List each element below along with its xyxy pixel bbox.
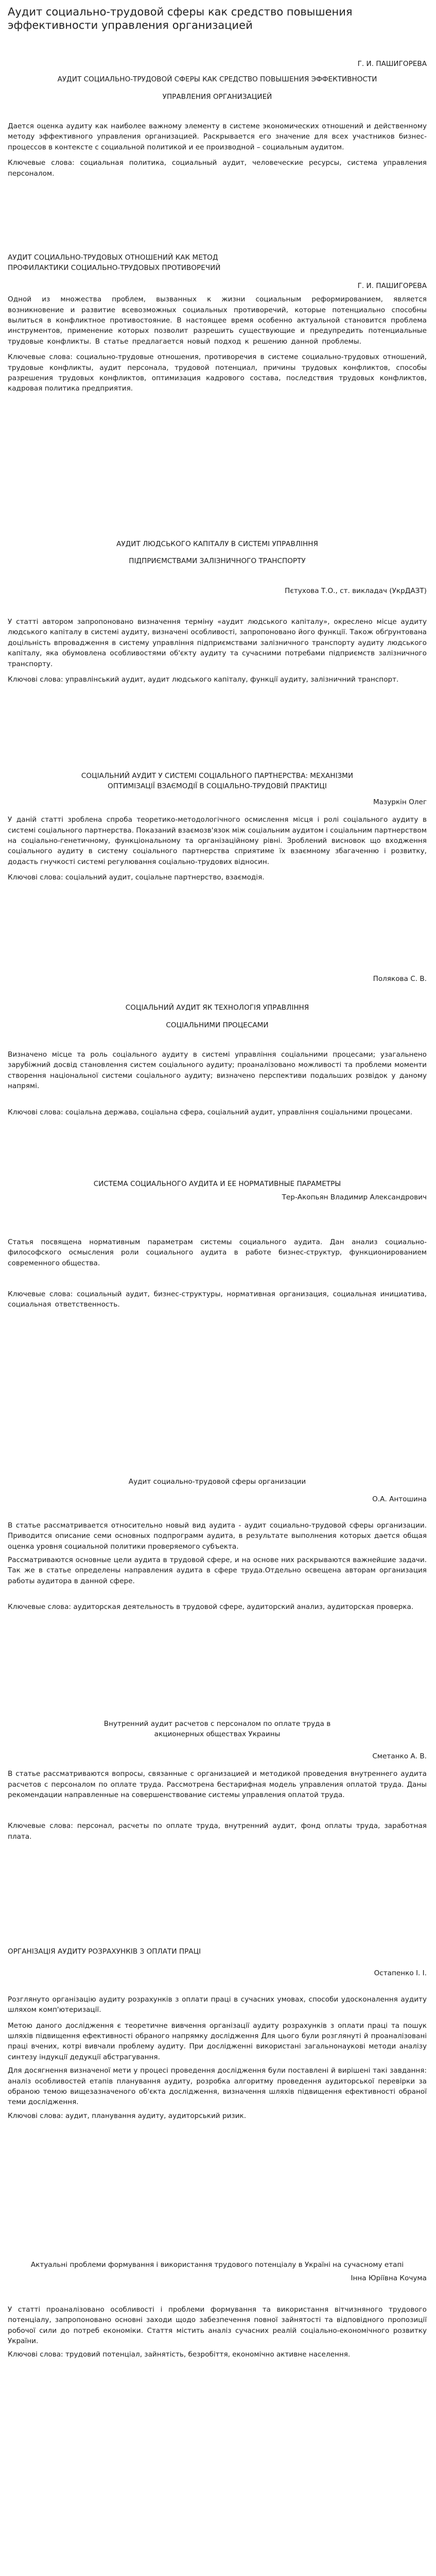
article-keywords: Ключові слова: управлінський аудит, аудит людського капіталу, функції аудиту, залізничний транспорт. bbox=[8, 675, 399, 684]
article-author: Сметанко А. В. bbox=[372, 1752, 427, 1760]
article-author: Тер-Акопьян Владимир Александрович bbox=[282, 1193, 427, 1202]
article-8 bbox=[8, 1719, 427, 1842]
article-author: Інна Юріївна Кочума bbox=[351, 2274, 427, 2283]
article-title: АУДИТ СОЦИАЛЬНО-ТРУДОВЫХ ОТНОШЕНИЙ КАК МЕТОД ПРОФИЛАКТИКИ СОЦИАЛЬНО-ТРУДОВЫХ ПРОТИВОРЕЧИЙ bbox=[8, 253, 221, 273]
article-abstract: В статье рассматривается относительно новый вид аудита - аудит социально-трудовой сферы организации. Приводится описание семи основных подпрограмм аудита, в результате выполнения которых дается общая оценка уровня социальной политики проверяемого субъекта. bbox=[8, 1521, 427, 1551]
article-abstract-continued: Рассматриваются основные цели аудита в трудовой сфере, и на основе них раскрываются важнейшие задачи. Так же в статье определены направления аудита в сфере труда.Отдельно освещена авторам организация работы аудитора в данной сфере. bbox=[8, 1555, 427, 1585]
article-author: Пєтухова Т.О., ст. викладач (УкрДАЗТ) bbox=[285, 586, 427, 595]
article-7 bbox=[8, 1477, 427, 1613]
article-keywords: Ключевые слова: социально-трудовые отношения, противоречия в системе социально-трудовых отношений, трудовые конфликты, аудит персонала, трудовой потенциал, причины трудовых конфликтов, способы разрешения трудовых конфликтов, оптимизация кадрового состава, последствия трудовых конфликтов, кадровая политика предприятия. bbox=[8, 353, 427, 393]
article-keywords: Ключові слова: соціальний аудит, соціальне партнерство, взаємодія. bbox=[8, 873, 265, 882]
article-paragraph: Розглянуто організацію аудиту розрахунків з оплати праці в сучасних умовах, способи удосконалення аудиту шляхом комп'ютеризації. bbox=[8, 1995, 427, 2014]
article-abstract: У статті автором запропоновано визначення терміну «аудит людського капіталу», окреслено місце аудиту людського капіталу в системі аудиту, визначені особливості, запропоновано його функції. Також обґрунтована доцільність впровадження в систему управління підприємствами залізничного транспорту аудиту людського капіталу, яка обумовлена особливостями об'єкту аудиту та сучасними потребами підприємств залізничного транспорту. bbox=[8, 617, 427, 668]
article-title: ОРГАНІЗАЦІЯ АУДИТУ РОЗРАХУНКІВ З ОПЛАТИ ПРАЦІ bbox=[8, 1947, 201, 1956]
article-keywords: Ключевые слова: социальный аудит, бизнес-структуры, нормативная организация, социальная инициатива, социальная ответственность. bbox=[8, 1290, 427, 1309]
article-abstract: Визначено місце та роль соціального аудиту в системі управління соціальними процесами; узагальнено зарубіжний досвід становлення систем соціального аудиту; проаналізовано можливості та проблеми моменти створення національної системи соціального аудиту; визначено перспективи подальших розвідок у даному напрямі. bbox=[8, 1050, 427, 1091]
article-author: О.А. Антошина bbox=[372, 1495, 427, 1504]
article-title: СОЦІАЛЬНИЙ АУДИТ У СИСТЕМІ СОЦІАЛЬНОГО ПАРТНЕРСТВА: МЕХАНІЗМИ ОПТИМІЗАЦІЇ ВЗАЄМОДІЇ В СОЦІАЛЬНО-ТРУДОВІЙ ПРАКТИЦІ bbox=[81, 772, 354, 791]
article-author: Полякова С. В. bbox=[373, 975, 427, 983]
article-1 bbox=[8, 59, 427, 179]
article-2 bbox=[8, 252, 427, 394]
article-keywords: Ключевые слова: аудиторская деятельность в трудовой сфере, аудиторский анализ, аудиторская проверка. bbox=[8, 1603, 414, 1612]
article-6 bbox=[8, 1179, 427, 1310]
article-title: Аудит социально-трудовой сферы организации bbox=[128, 1478, 306, 1486]
article-10 bbox=[8, 2260, 427, 2360]
page-title: Аудит социально-трудовой сферы как средство повышения эффективности управления организацией bbox=[8, 6, 353, 32]
article-title: АУДИТ ЛЮДСЬКОГО КАПІТАЛУ В СИСТЕМІ УПРАВЛІННЯ ПІДПРИЄМСТВАМИ ЗАЛІЗНИЧНОГО ТРАНСПОРТУ bbox=[116, 540, 318, 566]
article-abstract: Статья посвящена нормативным параметрам системы социального аудита. Дан анализ социально-философского осмысления роли социального аудита в работе бизнес-структур, функционированием современного общества. bbox=[8, 1238, 427, 1267]
article-abstract: Одной из множества проблем, вызванных к жизни социальным реформированием, является возникновение и развитие всевозможных социальных противоречий, которые потенциально способны вылиться в конфликтное противостояние. В настоящее время особенно актуальной становится проблема инструментов, применение которых позволит разрешить существующие и предупредить потенциальные трудовые конфликты. В статье предлагается новый подход к решению данной проблемы. bbox=[8, 295, 427, 346]
article-paragraph: Метою даного дослідження є теоретичне вивчення організації аудиту розрахунків з оплати праці та пошук шляхів підвищення ефективності обраного напрямку дослідження Для цього були розглянуті й проаналізовані праці вчених, котрі вивчали проблему аудиту. При дослідженні використані загальнонаукові методи аналізу синтезу індукції дедукції абстрагування. bbox=[8, 2021, 427, 2061]
article-abstract: У даній статті зроблена спроба теоретико-методологічного осмислення місця і ролі соціального аудиту в системі соціального партнерства. Показаний взаємозв'язок між соціальним аудитом і соціальним партнерством на соціально-генетичному, функціональному та організаційному рівні. Зроблений висновок що входження соціального аудиту в систему соціального партнерства сприятиме їх взаємному збагаченню і розвитку, додасть гнучкості системі регулювання соціально-трудових відносин. bbox=[8, 816, 427, 866]
article-title: СОЦІАЛЬНИЙ АУДИТ ЯК ТЕХНОЛОГІЯ УПРАВЛІННЯ СОЦІАЛЬНИМИ ПРОЦЕСАМИ bbox=[125, 1004, 309, 1029]
article-abstract: В статье рассматриваются вопросы, связанные с организацией и методикой проведения внутреннего аудита расчетов с персоналом по оплате труда. Рассмотрена бестарифная модель управления оплатой труда. Даны рекомендации направленные на совершенствование системы управления оплатой труда. bbox=[8, 1770, 427, 1799]
article-keywords: Ключові слова: соціальна держава, соціальна сфера, соціальний аудит, управління соціальними процесами. bbox=[8, 1108, 412, 1116]
article-title: СИСТЕМА СОЦИАЛЬНОГО АУДИТА И ЕЕ НОРМАТИВНЫЕ ПАРАМЕТРЫ bbox=[93, 1180, 341, 1188]
article-abstract: У статті проаналізовано особливості і проблеми формування та використання вітчизняного трудового потенціалу, запропоновано основні заходи щодо забезпечення повної зайнятості та відповідного пропозиції робочої сили до потреб економіки. Стаття містить аналіз сучасних реалій соціально-економічного розвитку України. bbox=[8, 2305, 427, 2345]
article-keywords: Ключевые слова: персонал, расчеты по оплате труда, внутренний аудит, фонд оплаты труда, заработная плата. bbox=[8, 1822, 427, 1841]
article-author: Остапенко І. І. bbox=[374, 1969, 427, 1978]
article-9 bbox=[8, 1946, 427, 2121]
article-author: Г. И. ПАШИГОРЕВА bbox=[357, 281, 427, 290]
article-keywords: Ключові слова: аудит, планування аудиту, аудиторський ризик. bbox=[8, 2111, 247, 2120]
article-paragraph: Для досягнення визначеної мети у процесі проведення дослідження були поставлені й вирішені такі завдання: аналіз особливостей етапів планування аудиту, розробка алгоритму проведення аудиторської перевірки за обраною темою вищезазначеного об'єкта дослідження, визначення шляхів підвищення ефективності обраної теми дослідження. bbox=[8, 2066, 427, 2107]
article-title: Внутренний аудит расчетов с персоналом по оплате труда в акционерных обществах Украины bbox=[103, 1720, 331, 1739]
article-keywords: Ключові слова: трудовий потенціал, зайнятість, безробіття, економічно активне населення. bbox=[8, 2350, 351, 2359]
article-abstract: Дается оценка аудиту как наиболее важному элементу в системе экономических отношений и действенному методу эффективного управления организацией. Раскрывается его значение для всех участников бизнес-процессов в контексте с социальной политикой и ее производной – социальным аудитом. bbox=[8, 122, 427, 151]
article-keywords: Ключевые слова: социальная политика, социальный аудит, человеческие ресурсы, система управления персоналом. bbox=[8, 159, 427, 178]
article-title: Актуальні проблеми формування і використання трудового потенціалу в Україні на сучасному етапі bbox=[30, 2261, 404, 2269]
article-4 bbox=[8, 771, 427, 883]
article-5 bbox=[8, 974, 427, 1117]
article-3 bbox=[8, 536, 427, 685]
article-title: АУДИТ СОЦИАЛЬНО-ТРУДОВОЙ СФЕРЫ КАК СРЕДСТВО ПОВЫШЕНИЯ ЭФФЕКТИВНОСТИ УПРАВЛЕНИЯ ОРГАНИЗАЦИЕЙ bbox=[57, 75, 377, 101]
article-author: Г. И. ПАШИГОРЕВА bbox=[357, 60, 427, 68]
article-author: Мазуркін Олег bbox=[373, 798, 427, 806]
